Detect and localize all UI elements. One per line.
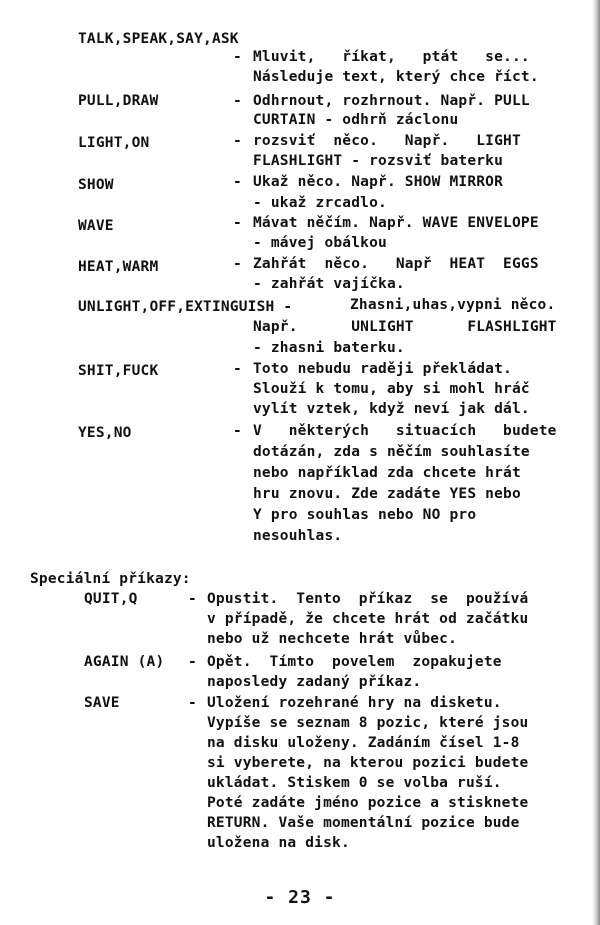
special-text-line: Uložení rozehrané hry na disketu. xyxy=(207,695,502,711)
special-keywords-again: AGAIN (A) xyxy=(84,654,165,670)
entry-dash: - xyxy=(233,49,251,65)
entry-text-line: Zahřát něco. Např HEAT EGGS xyxy=(253,256,539,272)
special-text-line: na disku uloženy. Zadáním čísel 1-8 xyxy=(207,735,520,751)
special-dash: - xyxy=(188,695,206,711)
special-text-line: nebo už nechcete hrát vůbec. xyxy=(207,631,458,647)
page-edge-shadow xyxy=(592,0,600,925)
entry-text-line: - zahřát vajíčka. xyxy=(253,276,405,292)
entry-dash: - xyxy=(233,174,251,190)
entry-text-line: Mluvit, říkat, ptát se... xyxy=(253,49,530,65)
entry-dash: - xyxy=(233,361,251,377)
entry-keywords-show: SHOW xyxy=(78,177,114,193)
special-text-line: Poté zadáte jméno pozice a stisknete xyxy=(207,795,529,811)
entry-dash: - xyxy=(233,93,251,109)
entry-text-line: nebo například zda chcete hrát xyxy=(253,465,521,481)
entry-text-line: Zhasni,uhas,vypni něco. xyxy=(350,297,556,313)
entry-text-line: Toto nebudu raději překládat. xyxy=(253,361,512,377)
entry-keywords-unlight: UNLIGHT,OFF,EXTINGUISH - xyxy=(78,299,293,315)
entry-keywords-talk: TALK,SPEAK,SAY,ASK xyxy=(78,31,239,47)
special-text-line: ukládat. Stiskem 0 se volba ruší. xyxy=(207,775,502,791)
entry-text-line: - zhasni baterku. xyxy=(253,340,405,356)
entry-dash: - xyxy=(233,133,251,149)
entry-text-line: Následuje text, který chce říct. xyxy=(253,69,539,85)
entry-text-line: - mávej obálkou xyxy=(253,235,387,251)
special-text-line: RETURN. Vaše momentální pozice bude xyxy=(207,815,520,831)
special-text-line: Vypíše se seznam 8 pozic, které jsou xyxy=(207,715,529,731)
entry-dash: - xyxy=(233,423,251,439)
special-text-line: naposledy zadaný příkaz. xyxy=(207,674,422,690)
entry-text-line: Mávat něčím. Např. WAVE ENVELOPE xyxy=(253,215,539,231)
entry-text-line: V některých situacích budete xyxy=(253,423,557,439)
entry-keywords-pull: PULL,DRAW xyxy=(78,93,159,109)
entry-text-line: - ukaž zrcadlo. xyxy=(253,195,387,211)
special-text-line: uložena na disk. xyxy=(207,835,350,851)
section-heading: Speciální příkazy: xyxy=(30,571,191,587)
page-number: - 23 - xyxy=(264,887,336,908)
entry-keywords-shit: SHIT,FUCK xyxy=(78,363,159,379)
entry-text-line: vylít vztek, když neví jak dál. xyxy=(253,401,530,417)
entry-keywords-yes-no: YES,NO xyxy=(78,425,132,441)
special-text-line: Opět. Tímto povelem zopakujete xyxy=(207,654,502,670)
entry-dash: - xyxy=(233,256,251,272)
special-keywords-quit: QUIT,Q xyxy=(84,591,138,607)
entry-text-line: Odhrnout, rozhrnout. Např. PULL xyxy=(253,93,530,109)
special-text-line: v případě, že chcete hrát od začátku xyxy=(207,611,529,627)
entry-text-line: nesouhlas. xyxy=(253,528,343,544)
special-dash: - xyxy=(188,591,206,607)
entry-text-line: Slouží k tomu, aby si mohl hráč xyxy=(253,381,530,397)
special-text-line: Opustit. Tento příkaz se používá xyxy=(207,591,529,607)
entry-keywords-wave: WAVE xyxy=(78,218,114,234)
entry-text-line: CURTAIN - odhrň záclonu xyxy=(253,112,459,128)
entry-keywords-light: LIGHT,ON xyxy=(78,135,150,151)
entry-text-line: Ukaž něco. Např. SHOW MIRROR xyxy=(253,174,504,190)
entry-keywords-heat: HEAT,WARM xyxy=(78,259,159,275)
entry-text-line: Y pro souhlas nebo NO pro xyxy=(253,507,477,523)
special-keywords-save: SAVE xyxy=(84,695,120,711)
entry-dash: - xyxy=(233,215,251,231)
entry-text-line: hru znovu. Zde zadáte YES nebo xyxy=(253,486,521,502)
entry-text-line: dotázán, zda s něčím souhlasíte xyxy=(253,444,530,460)
entry-text-line: Např. UNLIGHT FLASHLIGHT xyxy=(253,319,557,335)
special-dash: - xyxy=(188,654,206,670)
special-text-line: si vyberete, na kterou pozici budete xyxy=(207,755,529,771)
entry-text-line: FLASHLIGHT - rozsviť baterku xyxy=(253,153,504,169)
entry-text-line: rozsviť něco. Např. LIGHT xyxy=(253,133,521,149)
